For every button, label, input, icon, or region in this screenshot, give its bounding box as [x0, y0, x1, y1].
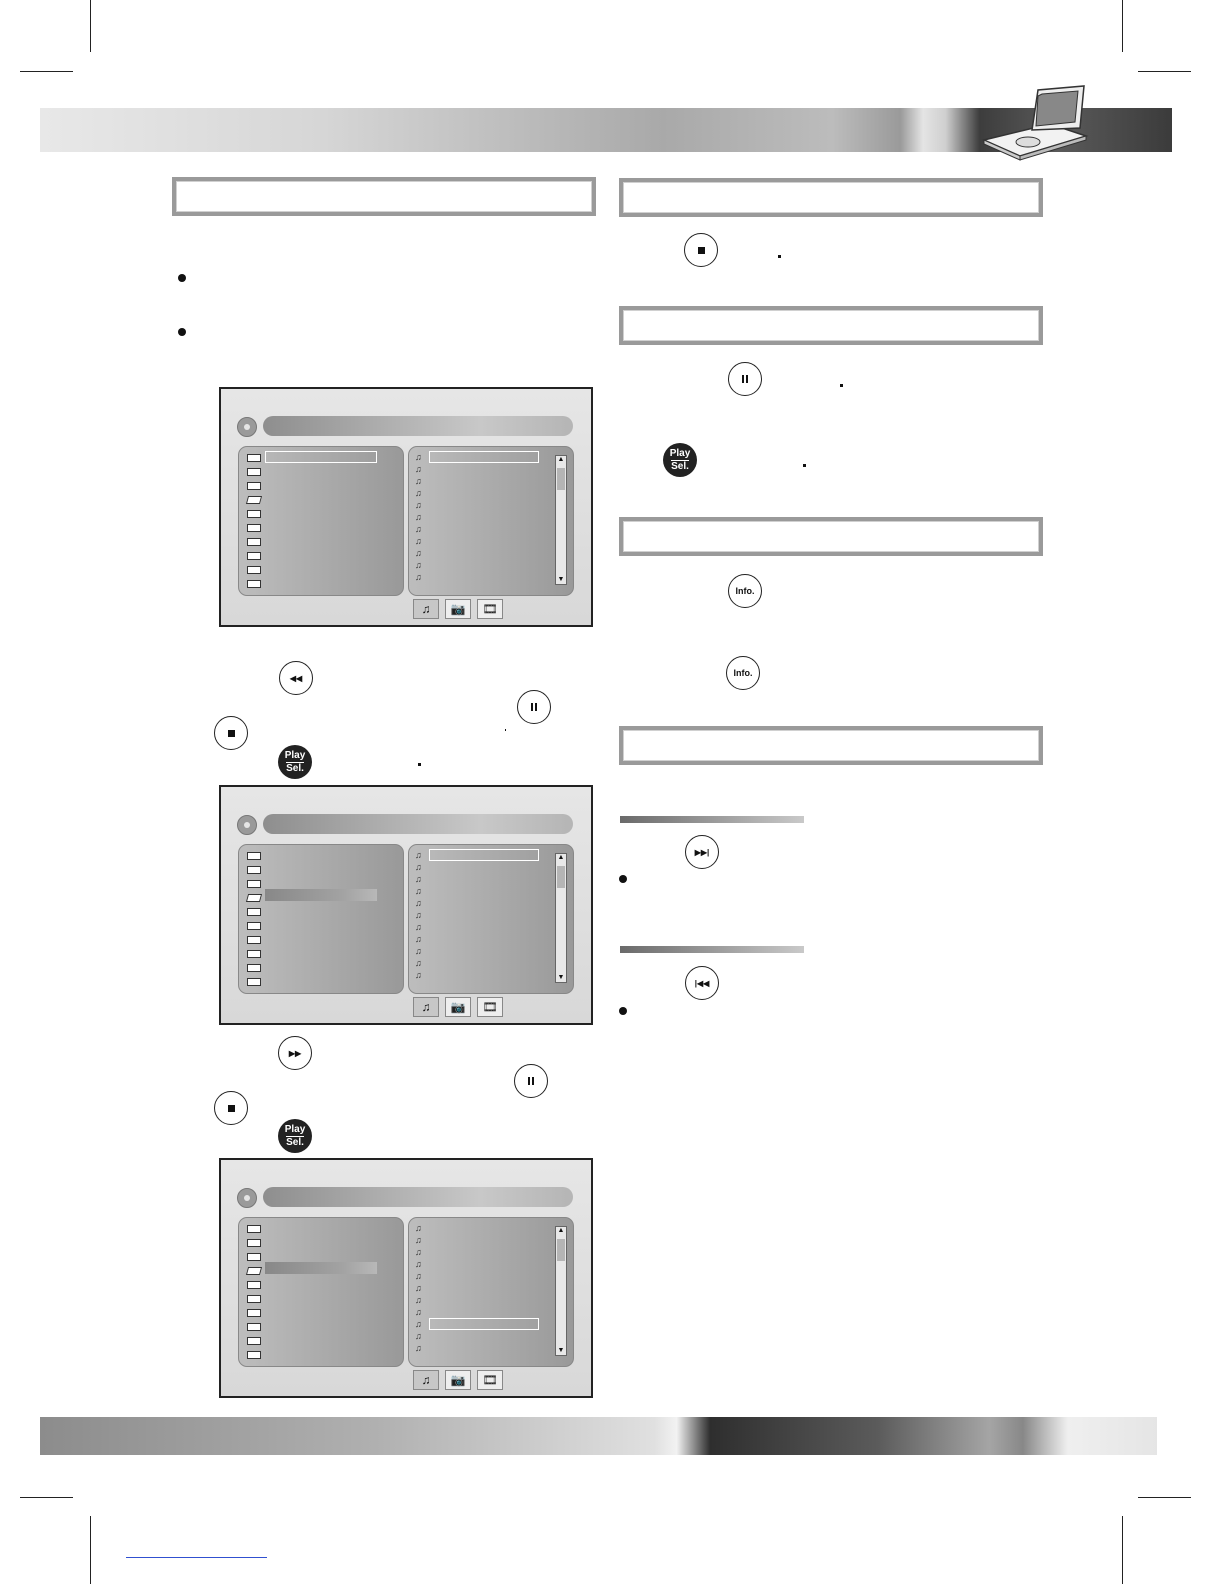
folder-icon	[247, 978, 261, 986]
music-file-icon: ♫	[415, 922, 422, 932]
stop-button-icon	[214, 1091, 248, 1125]
folder-icon	[247, 1253, 261, 1261]
photo-tab-icon[interactable]: 📷	[445, 997, 471, 1017]
music-file-icon: ♫	[415, 1295, 422, 1305]
music-tab-icon[interactable]: ♫	[413, 997, 439, 1017]
crop-mark	[90, 0, 91, 52]
crop-mark	[20, 1497, 73, 1498]
folder-icon	[247, 538, 261, 546]
file-browser-screen	[219, 387, 593, 627]
music-file-icon: ♫	[415, 536, 422, 546]
folder-icon	[247, 908, 261, 916]
music-tab-icon[interactable]: ♫	[413, 599, 439, 619]
folder-icon	[247, 922, 261, 930]
open-folder-icon	[246, 1267, 262, 1275]
media-type-tabs	[413, 1370, 503, 1390]
music-file-icon: ♫	[415, 572, 422, 582]
scroll-thumb[interactable]	[557, 866, 565, 888]
scroll-up-icon[interactable]: ▲	[557, 456, 565, 463]
folder-icon	[247, 1337, 261, 1345]
media-type-tabs	[413, 599, 503, 619]
bullet	[619, 1007, 627, 1015]
music-file-icon: ♫	[415, 1247, 422, 1257]
pause-button-icon	[514, 1064, 548, 1098]
music-file-icon: ♫	[415, 1343, 422, 1353]
photo-tab-icon[interactable]: 📷	[445, 599, 471, 619]
scroll-up-icon[interactable]: ▲	[557, 1227, 565, 1234]
file-list-panel	[408, 844, 574, 994]
crop-mark	[20, 71, 73, 72]
music-file-icon: ♫	[415, 1307, 422, 1317]
path-bar	[263, 416, 573, 436]
folder-icon	[247, 866, 261, 874]
folder-list-panel	[238, 1217, 404, 1367]
info-button-icon: Info.	[728, 574, 762, 608]
file-selection	[429, 451, 539, 463]
folder-highlight	[265, 1262, 377, 1274]
stop-button-icon	[214, 716, 248, 750]
scrollbar[interactable]	[555, 1226, 567, 1356]
disc-icon	[237, 417, 257, 437]
bullet	[178, 274, 186, 282]
play-select-button-icon: Play Sel.	[278, 1119, 312, 1153]
footer-link-underline	[126, 1557, 267, 1558]
folder-icon	[247, 1225, 261, 1233]
folder-icon	[247, 580, 261, 588]
section-title-box	[619, 178, 1043, 217]
file-selection	[429, 849, 539, 861]
folder-list-panel	[238, 844, 404, 994]
music-file-icon: ♫	[415, 548, 422, 558]
previous-track-button-icon: |◀◀	[685, 966, 719, 1000]
crop-mark	[90, 1516, 91, 1584]
play-select-button-icon: Play Sel.	[663, 443, 697, 477]
music-file-icon: ♫	[415, 958, 422, 968]
music-file-icon: ♫	[415, 910, 422, 920]
music-file-icon: ♫	[415, 1319, 422, 1329]
folder-icon	[247, 468, 261, 476]
fast-forward-button-icon: ▶▶	[278, 1036, 312, 1070]
path-bar	[263, 814, 573, 834]
music-file-icon: ♫	[415, 1223, 422, 1233]
folder-icon	[247, 852, 261, 860]
scroll-thumb[interactable]	[557, 468, 565, 490]
music-file-icon: ♫	[415, 560, 422, 570]
music-file-icon: ♫	[415, 862, 422, 872]
subsection-rule	[620, 816, 804, 823]
bullet	[178, 328, 186, 336]
music-file-icon: ♫	[415, 464, 422, 474]
music-file-icon: ♫	[415, 934, 422, 944]
file-browser-screen	[219, 785, 593, 1025]
music-file-icon: ♫	[415, 500, 422, 510]
crop-mark	[1122, 0, 1123, 52]
music-file-icon: ♫	[415, 452, 422, 462]
file-selection	[429, 1318, 539, 1330]
path-bar	[263, 1187, 573, 1207]
info-button-icon: Info.	[726, 656, 760, 690]
music-file-icon: ♫	[415, 970, 422, 980]
video-tab-icon[interactable]: 🎞	[477, 1370, 503, 1390]
section-title-box	[619, 517, 1043, 556]
folder-icon	[247, 1281, 261, 1289]
folder-icon	[247, 880, 261, 888]
music-file-icon: ♫	[415, 886, 422, 896]
video-tab-icon[interactable]: 🎞	[477, 599, 503, 619]
folder-icon	[247, 524, 261, 532]
period	[803, 464, 806, 467]
scrollbar[interactable]	[555, 853, 567, 983]
bullet	[619, 875, 627, 883]
music-file-icon: ♫	[415, 524, 422, 534]
folder-icon	[247, 454, 261, 462]
music-file-icon: ♫	[415, 946, 422, 956]
music-file-icon: ♫	[415, 512, 422, 522]
scroll-thumb[interactable]	[557, 1239, 565, 1261]
rewind-button-icon: ◀◀	[279, 661, 313, 695]
scroll-down-icon[interactable]: ▼	[557, 576, 565, 583]
footer-banner	[40, 1417, 1157, 1455]
music-file-icon: ♫	[415, 1283, 422, 1293]
crop-mark	[1138, 71, 1191, 72]
file-browser-screen	[219, 1158, 593, 1398]
period	[418, 763, 421, 766]
file-list-panel	[408, 1217, 574, 1367]
portable-dvd-player-icon	[980, 84, 1092, 164]
folder-icon	[247, 936, 261, 944]
pause-button-icon	[517, 690, 551, 724]
pause-button-icon	[728, 362, 762, 396]
photo-tab-icon[interactable]: 📷	[445, 1370, 471, 1390]
folder-icon	[247, 1309, 261, 1317]
music-tab-icon[interactable]: ♫	[413, 1370, 439, 1390]
next-track-button-icon: ▶▶|	[685, 835, 719, 869]
folder-icon	[247, 1295, 261, 1303]
music-file-icon: ♫	[415, 874, 422, 884]
folder-icon	[247, 482, 261, 490]
music-file-icon: ♫	[415, 476, 422, 486]
scrollbar[interactable]	[555, 455, 567, 585]
folder-icon	[247, 1351, 261, 1359]
music-file-icon: ♫	[415, 850, 422, 860]
folder-selection	[265, 451, 377, 463]
folder-icon	[247, 510, 261, 518]
music-file-icon: ♫	[415, 1259, 422, 1269]
open-folder-icon	[246, 496, 262, 504]
period	[505, 729, 506, 731]
stop-button-icon	[684, 233, 718, 267]
period	[840, 384, 843, 387]
folder-icon	[247, 964, 261, 972]
scroll-down-icon[interactable]: ▼	[557, 1347, 565, 1354]
disc-icon	[237, 1188, 257, 1208]
crop-mark	[1122, 1516, 1123, 1584]
scroll-down-icon[interactable]: ▼	[557, 974, 565, 981]
folder-icon	[247, 566, 261, 574]
music-file-icon: ♫	[415, 1235, 422, 1245]
folder-icon	[247, 1239, 261, 1247]
folder-highlight	[265, 889, 377, 901]
play-select-button-icon: Play Sel.	[278, 745, 312, 779]
music-file-icon: ♫	[415, 898, 422, 908]
music-file-icon: ♫	[415, 1331, 422, 1341]
file-list-panel	[408, 446, 574, 596]
folder-list-panel	[238, 446, 404, 596]
section-title-box	[619, 306, 1043, 345]
open-folder-icon	[246, 894, 262, 902]
disc-icon	[237, 815, 257, 835]
video-tab-icon[interactable]: 🎞	[477, 997, 503, 1017]
folder-icon	[247, 1323, 261, 1331]
music-file-icon: ♫	[415, 1271, 422, 1281]
crop-mark	[1138, 1497, 1191, 1498]
section-title-box	[619, 726, 1043, 765]
scroll-up-icon[interactable]: ▲	[557, 854, 565, 861]
folder-icon	[247, 552, 261, 560]
media-type-tabs	[413, 997, 503, 1017]
section-title-box	[172, 177, 596, 216]
period	[778, 255, 781, 258]
folder-icon	[247, 950, 261, 958]
music-file-icon: ♫	[415, 488, 422, 498]
subsection-rule	[620, 946, 804, 953]
